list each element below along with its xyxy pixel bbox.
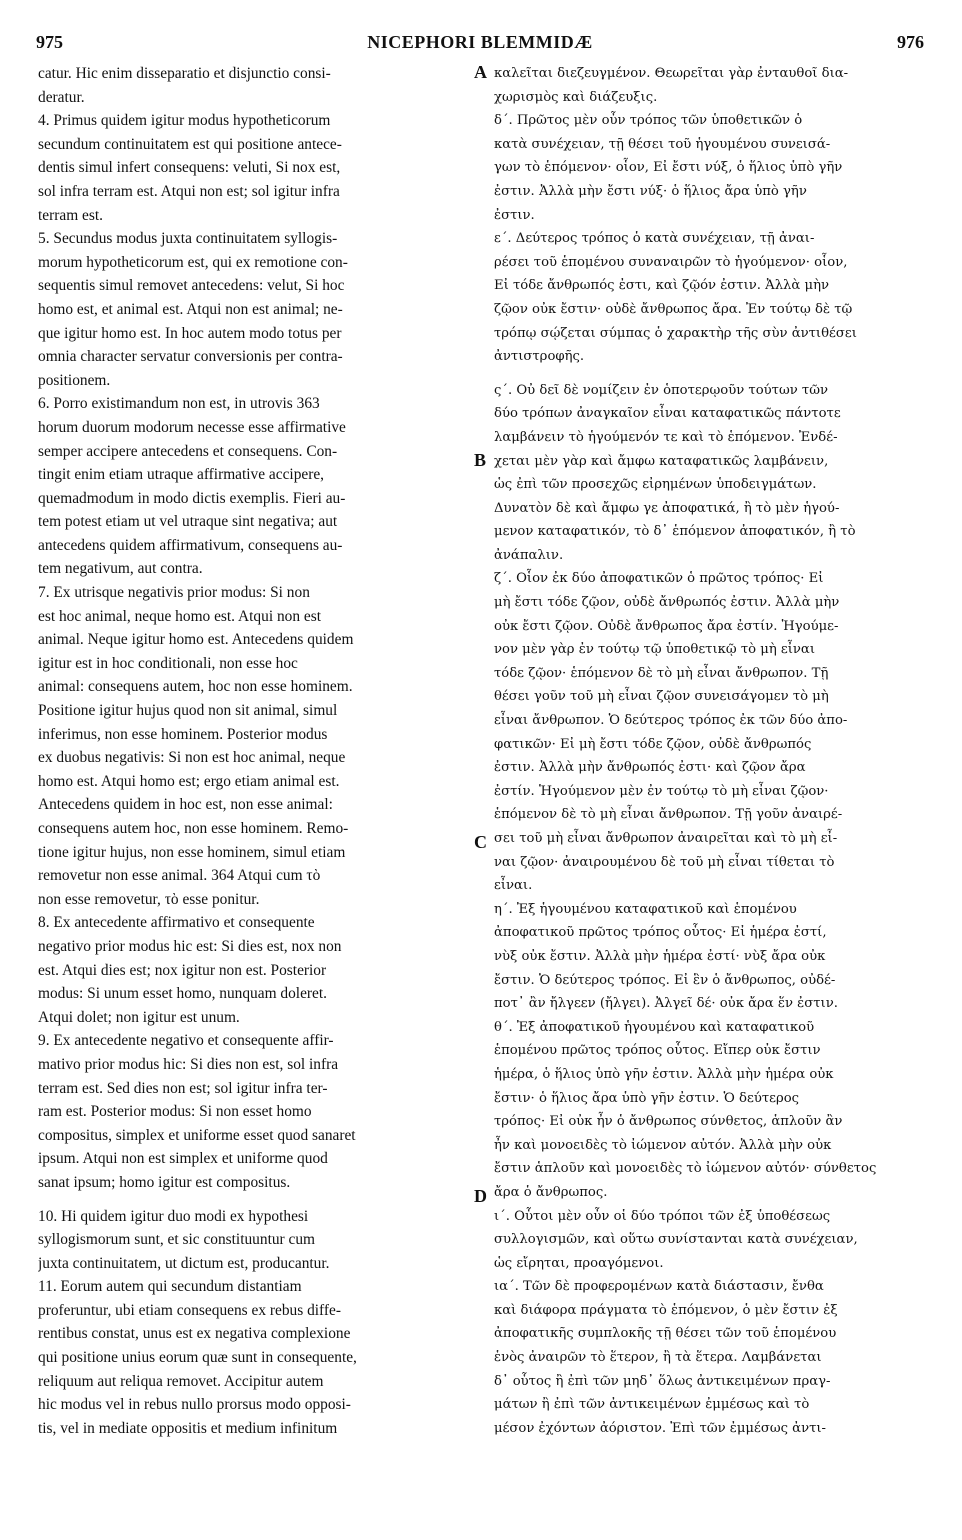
latin-text-line: reliquum aut reliqua removet. Accipitur autem <box>38 1372 324 1390</box>
greek-text-line: Δυνατὸν δὲ καὶ ἄμφω γε ἀποφατικά, ἢ τὸ μὲν ἡγού- <box>494 500 840 516</box>
latin-text-line: 7. Ex utrisque negativis prior modus: Si non <box>38 584 310 602</box>
latin-text-line: sol infra terram est. Atqui non est; sol igitur infra <box>38 182 340 200</box>
greek-text-line: οὐκ ἔστι ζῷον. Οὐδὲ ἄνθρωπος ἄρα ἐστίν. Ἡγούμε- <box>494 618 839 634</box>
greek-text-line: καὶ διάφορα πράγματα τὸ ἑπόμενον, ὁ μὲν ἔστιν ἐξ <box>494 1302 838 1318</box>
greek-text-line: εἶναι. <box>494 878 533 894</box>
latin-text-line: tem negativum, aut contra. <box>38 560 203 578</box>
greek-text-line: ἀποφατικῆς συμπλοκῆς τῇ θέσει τῶν τοῦ ἑπομένου <box>494 1326 837 1342</box>
greek-text-line: ἑπόμενον δὲ τὸ μὴ εἶναι ἄνθρωπον. Τῇ γοῦν ἀναιρέ- <box>494 807 843 823</box>
greek-text-line: ναι ζῷον· ἀναιρουμένου δὲ τοῦ μὴ εἶναι τίθεται τὸ <box>494 854 835 870</box>
greek-text-line: χωρισμὸς καὶ διάζευξις. <box>494 89 658 105</box>
latin-text-line: 4. Primus quidem igitur modus hypotheticorum <box>38 112 331 130</box>
greek-text-line: κατὰ συνέχειαν, τῇ θέσει τοῦ ἡγουμένου συνεισά- <box>494 136 831 152</box>
latin-text-line: secundum continuitatem est qui positione antece- <box>38 135 342 153</box>
greek-text-line: τρόπος· Εἰ οὐκ ἦν ὁ ἄνθρωπος σύνθετος, ἁπλοῦν ἂν <box>494 1114 843 1130</box>
latin-text-line: tione igitur hujus, non esse hominem, simul etiam <box>38 843 346 861</box>
latin-text-line: 10. Hi quidem igitur duo modi ex hypothesi <box>38 1207 309 1225</box>
greek-text-line: ἐστίν. Ἡγούμενον μὲν ἐν τούτῳ τὸ μὴ εἶναι ζῷον· <box>494 783 829 799</box>
greek-text-line: ἔστιν ἁπλοῦν καὶ μονοειδὲς τὸ ἰώμενον αὐτόν· σύνθετος <box>494 1161 877 1177</box>
latin-text-line: syllogismorum sunt, et sic constituuntur cum <box>38 1231 316 1249</box>
latin-text-line: terram est. Sed dies non est; sol igitur infra ter- <box>38 1079 328 1097</box>
page-header <box>36 32 924 58</box>
greek-text-line: ρέσει τοῦ ἑπομένου συναναιρῶν τὸ ἡγούμενον· οἷον, <box>494 254 848 270</box>
greek-text-line: τόδε ζῷον· ἑπόμενον δὲ τὸ μὴ εἶναι ἄνθρωπον. Τῇ <box>494 665 829 681</box>
latin-text-line: modus: Si unum esset homo, nunquam doleret. <box>38 985 327 1003</box>
greek-text-line: θέσει γοῦν τοῦ μὴ εἶναι ζῷον συνεισάγομεν τὸ μὴ <box>494 689 829 705</box>
margin-marker-b: B <box>474 450 487 470</box>
greek-text-line: ὡς ἐπὶ τῶν προσεχῶς εἰρημένων ὑποδειγμάτων. <box>494 477 817 493</box>
greek-text-line: μὴ ἔστι τόδε ζῷον, οὐδὲ ἄνθρωπός ἐστιν. Ἀλλὰ μὴν <box>494 595 840 611</box>
latin-text-line: positionem. <box>38 371 111 389</box>
greek-text-line: εἶναι ἄνθρωπον. Ὁ δεύτερος τρόπος ἐκ τῶν δύο ἀπο- <box>494 713 848 729</box>
greek-text-line: σει τοῦ μὴ εἶναι ἄνθρωπον ἀναιρεῖται καὶ τὸ μὴ εἶ- <box>494 831 838 846</box>
greek-text-line: ζῷον οὐκ ἔστιν· οὐδὲ ἄνθρωπος ἄρα. Ἐν τούτῳ δὲ τῷ <box>494 301 853 317</box>
greek-text-line: χεται μὲν γὰρ καὶ ἄμφω καταφατικῶς λαμβάνειν, <box>494 453 829 469</box>
latin-text-line: terram est. <box>38 206 103 224</box>
latin-text-line: homo est. Atqui homo est; ergo etiam animal est. <box>38 772 340 790</box>
latin-text-line: semper accipere antecedens et consequens. Con- <box>38 442 338 460</box>
latin-text-line: 11. Eorum autem qui secundum distantiam <box>38 1278 302 1296</box>
latin-text-line: morum hypotheticorum est, qui ex remotione con- <box>38 253 348 271</box>
latin-text-line: qui positione unius eorum quæ sunt in consequente, <box>38 1349 357 1367</box>
latin-text-line: que igitur homo est. In hoc autem modo totus per <box>38 324 342 342</box>
latin-text-line: consequens autem hoc, non esse hominem. Remo- <box>38 820 349 837</box>
latin-text-line: juxta continuitatem, ut dictum est, producantur. <box>38 1254 330 1272</box>
latin-text-line: omnia character servatur conversionis per contra- <box>38 348 343 366</box>
latin-text-line: sequentis simul removet antecedens: velut, Si hoc <box>38 277 345 295</box>
latin-text-line: homo est, et animal est. Atqui non est animal; ne- <box>38 300 343 318</box>
greek-text-line: λαμβάνειν τὸ ἡγούμενόν τε καὶ τὸ ἑπόμενον. Ἐνδέ- <box>494 429 838 445</box>
latin-text-line: removetur non esse animal. 364 Atqui cum τὸ <box>38 867 321 885</box>
latin-text-line: proferuntur, ubi etiam consequens ex rebus diffe- <box>38 1301 341 1319</box>
greek-text-line: γων τὸ ἑπόμενον· οἷον, Εἰ ἔστι νύξ, ὁ ἥλιος ὑπὸ γῆν <box>494 160 843 176</box>
latin-text-line: horum duorum modorum necesse esse affirmative <box>38 418 346 436</box>
greek-text-line: ἐστιν. <box>494 207 535 223</box>
page-number-right: 976 <box>897 32 924 52</box>
greek-text-line: ι΄. Οὗτοι μὲν οὖν οἱ δύο τρόποι τῶν ἐξ ὑποθέσεως <box>494 1208 831 1224</box>
greek-text-line: δύο τρόπων ἀναγκαῖον εἶναι καταφατικῶς πάντοτε <box>494 406 841 422</box>
latin-text-line: ex duobus negativis: Si non est hoc animal, neque <box>38 749 346 767</box>
greek-text-line: φατικῶν· Εἰ μὴ ἔστι τόδε ζῷον, οὐδὲ ἄνθρωπός <box>494 736 812 752</box>
latin-column <box>38 62 470 1440</box>
latin-text-line: 8. Ex antecedente affirmativo et consequente <box>38 914 315 932</box>
latin-text-line: rentibus constat, unus est ex negativa complexione <box>38 1325 351 1343</box>
latin-text-line: antecedens quidem affirmativum, consequens au- <box>38 536 343 554</box>
latin-text-line: ram est. Posterior modus: Si non esset homo <box>38 1103 312 1121</box>
greek-text-line: μέσον ἐχόντων ἀόριστον. Ἐπὶ τῶν ἐμμέσως ἀντι- <box>494 1420 827 1436</box>
greek-text-line: καλεῖται διεζευγμένον. Θεωρεῖται γὰρ ἐνταυθοῖ δια- <box>494 66 849 81</box>
latin-text-line: mativo prior modus hic: Si dies non est, sol infra <box>38 1055 339 1073</box>
latin-text-line: 9. Ex antecedente negativo et consequente affir- <box>38 1032 334 1050</box>
paragraph-gap <box>494 369 924 379</box>
greek-text-line: θ΄. Ἐξ ἀποφατικοῦ ἡγουμένου καὶ καταφατικοῦ <box>494 1019 815 1035</box>
latin-text-line: Antecedens quidem in hoc est, non esse animal: <box>38 796 333 814</box>
latin-text-line: tingit enim etiam utraque affirmative accipere, <box>38 466 325 484</box>
greek-text-line: μενον καταφατικόν, τὸ δ᾽ ἑπόμενον ἀποφατικόν, ἢ τὸ <box>494 524 856 540</box>
greek-text-line: τρόπῳ σῴζεται σύμπας ὁ χαρακτὴρ τῆς σὺν ἀντιθέσει <box>494 325 857 341</box>
latin-text-line: inferimus, non esse hominem. Posterior modus <box>38 725 328 743</box>
latin-text-line: Atqui dolet; non igitur est unum. <box>38 1008 240 1026</box>
greek-column <box>494 62 924 1440</box>
greek-text-line: νον μὲν γὰρ ἐν τούτῳ τῷ ὑποθετικῷ τὸ μὴ εἶναι <box>494 642 816 658</box>
greek-text-line: δ΄. Πρῶτος μὲν οὖν τρόπος τῶν ὑποθετικῶν ὁ <box>494 113 803 129</box>
greek-text-line: ἦν καὶ μονοειδὲς τὸ ἰώμενον αὐτόν. Ἀλλὰ μὴν οὐκ <box>494 1137 832 1153</box>
greek-text-line: ἡμέρα, ὁ ἥλιος ὑπὸ γῆν ἐστιν. Ἀλλὰ μὴν ἡμέρα οὐκ <box>494 1066 834 1082</box>
latin-text-line: quemadmodum in modo dictis exemplis. Fieri au- <box>38 489 346 507</box>
latin-text-line: catur. Hic enim disseparatio et disjunctio consi- <box>38 65 331 82</box>
greek-text-line: ς΄. Οὐ δεῖ δὲ νομίζειν ἐν ὁποτερῳοῦν τούτων τῶν <box>494 382 828 398</box>
latin-text-line: est hoc animal, neque homo est. Atqui non est <box>38 607 321 625</box>
greek-text-line: ἔστιν· ὁ ἥλιος ἄρα ὑπὸ γῆν ἐστιν. Ὁ δεύτερος <box>494 1090 800 1106</box>
page-number-left: 975 <box>36 32 63 52</box>
greek-text-line: ἑπομένου πρῶτος τρόπος οὗτος. Εἴπερ οὐκ ἔστιν <box>494 1043 821 1059</box>
margin-marker-c: C <box>474 832 487 852</box>
greek-text-line: συλλογισμῶν, καὶ οὕτω συνίστανται κατὰ συνέχειαν, <box>494 1232 858 1248</box>
latin-text-line: dentis simul infert consequens: veluti, Si nox est, <box>38 159 341 177</box>
latin-text-line: Positione igitur hujus quod non sit animal, simul <box>38 702 338 720</box>
paragraph-gap <box>38 1195 470 1205</box>
greek-text-line: δ᾽ οὗτος ἢ ἐπὶ τῶν μηδ᾽ ὅλως ἀντικειμένων πραγ- <box>494 1373 831 1389</box>
greek-text-line: ἐστιν. Ἀλλὰ μὴν ἔστι νύξ· ὁ ἥλιος ἄρα ὑπὸ γῆν <box>494 183 807 199</box>
greek-text-line: Εἰ τόδε ἄνθρωπός ἐστι, καὶ ζῷόν ἐστιν. Ἀλλὰ μὴν <box>494 278 829 294</box>
greek-text-line: ἀντιστροφῆς. <box>494 349 585 365</box>
greek-text-line: ια΄. Τῶν δὲ προφερομένων κατὰ διάστασιν, ἔνθα <box>494 1279 824 1295</box>
greek-text-line: ε΄. Δεύτερος τρόπος ὁ κατὰ συνέχειαν, τῇ ἀναι- <box>494 231 815 247</box>
greek-text-line: ἑνὸς ἀναιρῶν τὸ ἕτερον, ἢ τὰ ἕτερα. Λαμβάνεται <box>494 1350 822 1366</box>
greek-text-line: η΄. Ἐξ ἡγουμένου καταφατικοῦ καὶ ἑπομένου <box>494 901 797 917</box>
latin-text-line: igitur est in hoc conditionali, non esse hoc <box>38 654 298 672</box>
latin-text-line: tem potest etiam ut vel utraque sint negativa; aut <box>38 513 338 531</box>
latin-text-line: 5. Secundus modus juxta continuitatem syllogis- <box>38 230 338 248</box>
greek-text-line: ποτ᾽ ἂν ἤλγεεν (ἤλγει). Ἀλγεῖ δέ· οὐκ ἄρα ἕν ἐστιν. <box>494 996 838 1012</box>
latin-text-line: animal. Neque igitur homo est. Antecedens quidem <box>38 631 354 649</box>
latin-text-line: compositus, simplex et uniforme esset quod sanaret <box>38 1126 356 1144</box>
latin-text-line: hic modus vel in rebus nullo prorsus modo opposi- <box>38 1396 351 1414</box>
greek-text-line: νὺξ οὐκ ἔστιν. Ἀλλὰ μὴν ἡμέρα ἐστί· νὺξ ἄρα οὐκ <box>494 948 826 964</box>
greek-text-line: ὡς εἴρηται, προαγόμενοι. <box>494 1255 664 1271</box>
greek-text-line: ζ΄. Οἷον ἐκ δύο ἀποφατικῶν ὁ πρῶτος τρόπος· Εἰ <box>494 571 824 587</box>
latin-text-line: tis, vel in mediate oppositis et medium infinitum <box>38 1419 338 1437</box>
latin-text-line: est. Atqui dies est; nox igitur non est. Posterior <box>38 961 327 979</box>
latin-text-line: ipsum. Atqui non est simplex et uniforme quod <box>38 1150 328 1168</box>
latin-text-line: non esse removetur, τὸ esse ponitur. <box>38 890 260 908</box>
latin-text-line: sanat ipsum; homo igitur est compositus. <box>38 1173 291 1191</box>
greek-text-line: ἀποφατικοῦ πρῶτος τρόπος οὗτος· Εἰ ἡμέρα ἐστί, <box>494 925 827 941</box>
latin-text-line: 6. Porro existimandum non est, in utrovis 363 <box>38 395 320 413</box>
latin-text-line: negativo prior modus hic est: Si dies est, nox non <box>38 937 342 955</box>
latin-text-line: animal: consequens autem, hoc non esse hominem. <box>38 678 353 696</box>
greek-text-line: μάτων ἢ ἐπὶ τῶν ἀντικειμένων ἐμμέσως καὶ τὸ <box>494 1397 810 1413</box>
latin-text-line: deratur. <box>38 88 85 106</box>
margin-marker-a: A <box>474 62 487 82</box>
greek-text-line: ἔστιν. Ὁ δεύτερος τρόπος. Εἰ ἓν ὁ ἄνθρωπος, οὐδέ- <box>494 972 836 988</box>
greek-text-line: ἐστιν. Ἀλλὰ μὴν ἄνθρωπός ἐστι· καὶ ζῷον ἄρα <box>494 760 806 776</box>
margin-marker-d: D <box>474 1186 487 1206</box>
greek-text-line: ἀνάπαλιν. <box>494 547 564 563</box>
running-title: NICEPHORI BLEMMIDÆ <box>367 32 593 52</box>
greek-text-line: ἄρα ὁ ἄνθρωπος. <box>494 1184 608 1200</box>
